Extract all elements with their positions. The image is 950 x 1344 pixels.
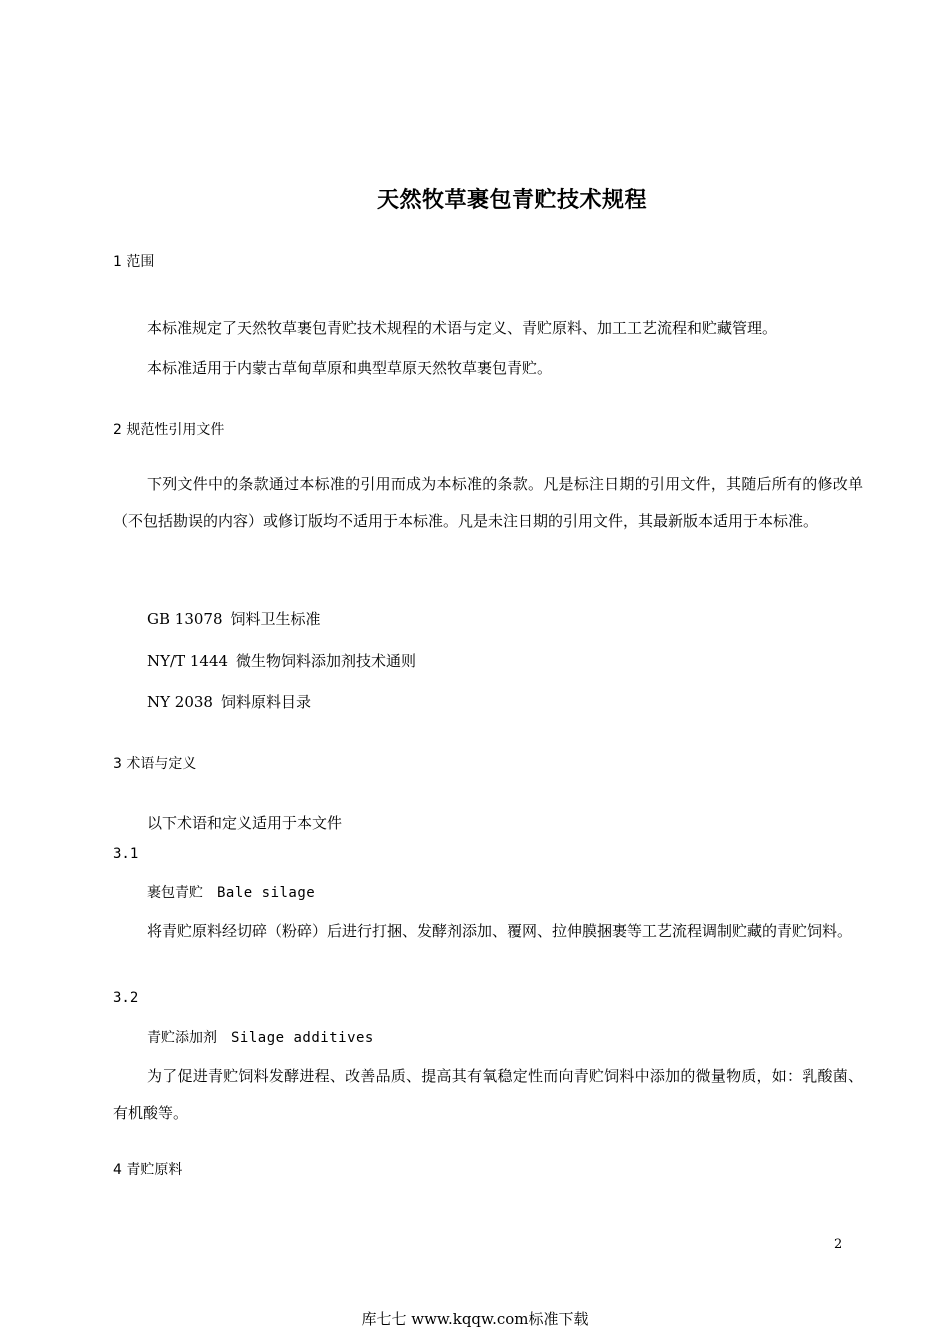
reference-name: 饲料卫生标准 (230, 610, 321, 628)
reference-item (147, 650, 416, 671)
section-4-heading: 4 青贮原料 (113, 1162, 183, 1178)
term-number: 3.2 (113, 990, 139, 1006)
term-english: Silage additives (231, 1030, 374, 1046)
section-1-heading: 1 范围 (113, 254, 155, 270)
reference-code: GB 13078 (147, 610, 223, 628)
section-3-heading: 3 术语与定义 (113, 756, 197, 772)
reference-code: NY 2038 (147, 693, 213, 711)
page-number: 2 (834, 1237, 843, 1252)
term-chinese: 青贮添加剂 (147, 1030, 217, 1046)
reference-code: NY/T 1444 (147, 652, 229, 670)
footer-watermark: 库七七 www.kqqw.com标准下载 (361, 1310, 589, 1328)
section-2-heading: 2 规范性引用文件 (113, 422, 225, 438)
term-chinese: 裹包青贮 (147, 885, 203, 901)
term-heading (147, 882, 315, 902)
term-definition: 为了促进青贮饲料发酵进程、改善品质、提高其有氧稳定性而向青贮饲料中添加的微量物质，如：乳酸菌、有机酸等。 (113, 1067, 863, 1122)
reference-name: 微生物饲料添加剂技术通则 (236, 652, 417, 670)
reference-item (147, 691, 311, 712)
reference-name: 饲料原料目录 (220, 693, 311, 711)
section-1-paragraph-1: 本标准规定了天然牧草裹包青贮技术规程的术语与定义、青贮原料、加工工艺流程和贮藏管理。 (147, 319, 778, 337)
term-english: Bale silage (217, 885, 316, 901)
reference-item (147, 608, 321, 629)
section-1-paragraph-2: 本标准适用于内蒙古草甸草原和典型草原天然牧草裹包青贮。 (147, 359, 553, 377)
section-2-paragraph: 下列文件中的条款通过本标准的引用而成为本标准的条款。凡是标注日期的引用文件，其随后所有的修改单（不包括勘误的内容）或修订版均不适用于本标准。凡是未注日期的引用文件，其最新版本适用于本标准。 (113, 475, 863, 530)
section-3-intro: 以下术语和定义适用于本文件 (147, 814, 343, 832)
term-definition: 将青贮原料经切碎（粉碎）后进行打捆、发酵剂添加、覆网、拉伸膜捆裹等工艺流程调制贮藏的青贮饲料。 (147, 922, 853, 940)
term-number: 3.1 (113, 846, 139, 862)
page-title: 天然牧草裹包青贮技术规程 (376, 188, 647, 213)
term-heading (147, 1027, 374, 1047)
